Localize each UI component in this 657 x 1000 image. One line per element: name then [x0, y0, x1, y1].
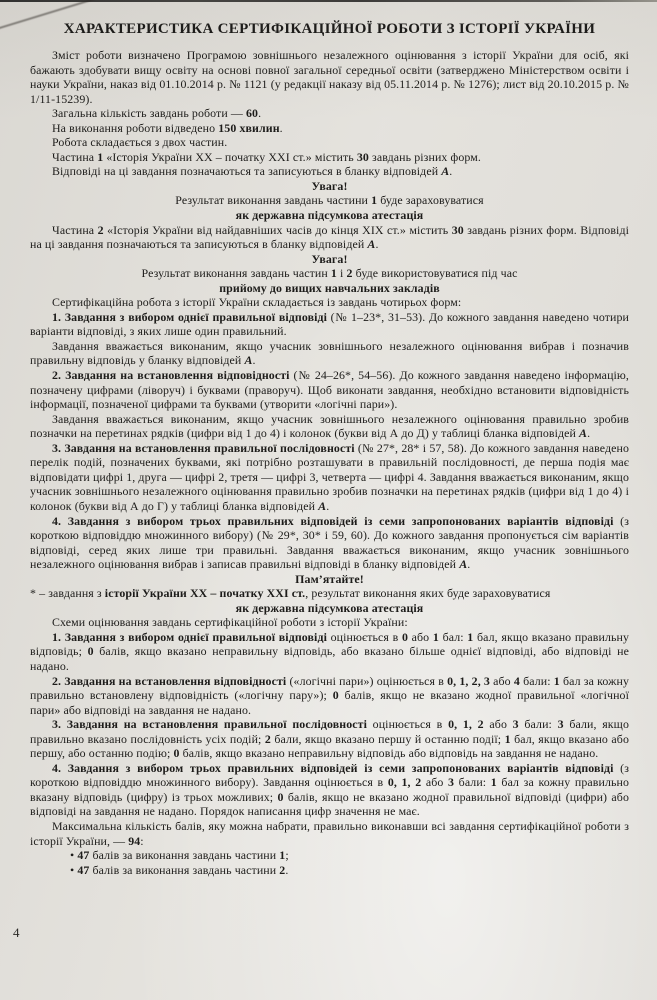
page-number: 4 — [13, 925, 20, 940]
attention-heading-1: Увага! — [311, 178, 348, 193]
scoring-intro-line: Схеми оцінювання завдань сертифікаційної роботи з історії України: — [52, 615, 408, 630]
two-parts-line: Робота складається з двох частин. — [52, 135, 228, 150]
footnote-bold-line: як державна підсумкова атестація — [235, 600, 424, 615]
bullet-part1-score: • 47 балів за виконання завдань частини 1; — [70, 848, 289, 863]
attention-bold-1: як державна підсумкова атестація — [235, 208, 424, 223]
attention-heading-2: Увага! — [311, 251, 348, 266]
intro-paragraph: Зміст роботи визначено Програмою зовнішнього незалежного оцінювання з історії України для осіб, які бажають здобувати вищу освіту на основі повної загальної середньої освіти (затверджено Міністерством освіти і науки України, наказ від 01.10.2014 р. № 1121 (у редакції наказу від 05.11.2014 р. № 1276); лист від 20.10.2015 р. № 1/11-15239). — [30, 48, 629, 106]
scoring-1-paragraph: 1. Завдання з вибором однієї правильної відповіді оцінюється в 0 або 1 бал: 1 бал, якщо вказано правильну відповідь; 0 балів, якщо вказано неправильну відповідь, або вказано більше однієї відповіді, або відповіді не надано. — [30, 629, 630, 673]
part1-line: Частина 1 «Історія України ХХ – початку ХХІ ст.» містить 30 завдань різних форм. — [52, 149, 481, 164]
form-4-paragraph: 4. Завдання з вибором трьох правильних відповідей із семи запропонованих варіантів відповіді (з короткою відповіддю множинного вибору) (№ 29*, 30* і 59, 60). До кожного завдання пропонується сім варіантів відповіді, серед яких лише три правильні. Завдання вважається виконаним, якщо учасник зовнішнього незалежного оцінювання вибрав і записав правильні відповіді в бланку відповідей А. — [30, 513, 629, 572]
bullet-part2-score: • 47 балів за виконання завдань частини 2. — [70, 862, 289, 877]
scoring-4-paragraph: 4. Завдання з вибором трьох правильних відповідей із семи запропонованих варіантів відповіді (з короткою відповіддю множинного вибору). Завдання оцінюється в 0, 1, 2 або 3 бали: 1 бал за кожну правильно вказану відповідь (цифру) із трьох можливих; 0 балів, якщо не вказано жодної правильної відповіді (цифри) або відповіді на завдання не надано. Порядок написання цифр значення не має. — [30, 760, 630, 819]
scoring-2-paragraph: 2. Завдання на встановлення відповідності («логічні пари») оцінюється в 0, 1, 2, 3 або 4 бали: 1 бал за кожну правильно встановлену відповідність («логічну пару»); 0 балів, якщо не вказано жодної правильної «логічної пари» або відповіді на завдання не надано. — [30, 673, 629, 717]
form-2-paragraph: 2. Завдання на встановлення відповідності (№ 24–26*, 54–56). До кожного завдання наведено інформацію, позначену цифрами (ліворуч) і буквами (праворуч). Щоб виконати завдання, необхідно встановити відповідність інформації, позначеної цифрами та буквами (утворити «логічні пари»). — [30, 368, 629, 412]
page-title: ХАРАКТЕРИСТИКА СЕРТИФІКАЦІЙНОЇ РОБОТИ З ІСТОРІЇ УКРАЇНИ — [63, 21, 596, 37]
form-3-paragraph: 3. Завдання на встановлення правильної послідовності (№ 27*, 28* і 57, 58). До кожного завдання наведено перелік подій, позначених буквами, які потрібно розташувати в правильній послідовності, де перша подія має відповідати цифрі 1, друга — цифрі 2, третя — цифрі 3, четверта — цифрі 4. Завдання вважається виконаним, якщо учасник зовнішнього незалежного оцінювання правильно зробив позначки на перетинах рядків (цифри від 1 до 4) і колонок (букви від А до Г) у таблиці бланка відповідей А. — [30, 440, 629, 513]
forms-intro-line: Сертифікаційна робота з історії України складається із завдань чотирьох форм: — [52, 295, 462, 310]
form-1-note: Завдання вважається виконаним, якщо учасник зовнішнього незалежного оцінювання вибрав і позначив правильну відповідь у бланку відповідей А. — [30, 338, 629, 368]
footnote-asterisk-line: * – завдання з історії України ХХ – початку ХХІ ст., результат виконання яких буде зараховуватися — [30, 586, 551, 601]
form-2-note: Завдання вважається виконаним, якщо учасник зовнішнього незалежного оцінювання правильно зробив позначки на перетинах рядків (цифри від 1 до 4) і колонок (букви від А до Д) у таблиці бланка відповідей А. — [30, 411, 629, 441]
attention-text-1: Результат виконання завдань частини 1 буде зараховуватися — [175, 193, 484, 208]
document-body — [30, 14, 629, 877]
remember-heading: Пам’ятайте! — [295, 571, 364, 586]
form-1-paragraph: 1. Завдання з вибором однієї правильної відповіді (№ 1–23*, 31–53). До кожного завдання наведено чотири варіанти відповіді, з яких лише один правильний. — [30, 309, 629, 339]
max-score-paragraph: Максимальна кількість балів, яку можна набрати, правильно виконавши всі завдання сертифікаційної роботи з історії України, — 94: — [30, 818, 629, 848]
part2-paragraph: Частина 2 «Історія України від найдавніших часів до кінця ХІХ ст.» містить 30 завдань різних форм. Відповіді на ці завдання позначаються та записуються в бланку відповідей А. — [30, 222, 629, 252]
part1-answers-line: Відповіді на ці завдання позначаються та записуються в бланку відповідей А. — [52, 164, 453, 179]
scan-edge-artifact — [0, 0, 657, 2]
total-tasks-line: Загальна кількість завдань роботи — 60. — [52, 106, 262, 121]
duration-line: На виконання роботи відведено 150 хвилин. — [52, 120, 283, 135]
attention-bold-2: прийому до вищих навчальних закладів — [219, 280, 440, 295]
attention-text-2: Результат виконання завдань частин 1 і 2 буде використовуватися під час — [141, 266, 518, 281]
scoring-3-paragraph: 3. Завдання на встановлення правильної послідовності оцінюється в 0, 1, 2 або 3 бали: 3 бали, якщо правильно вказано послідовність усіх подій; 2 бали, якщо вказано першу й останню події; 1 бал, якщо вказано або першу, або останню подію; 0 балів, якщо вказано неправильну відповідь або відповідь на завдання не надано. — [30, 717, 629, 761]
